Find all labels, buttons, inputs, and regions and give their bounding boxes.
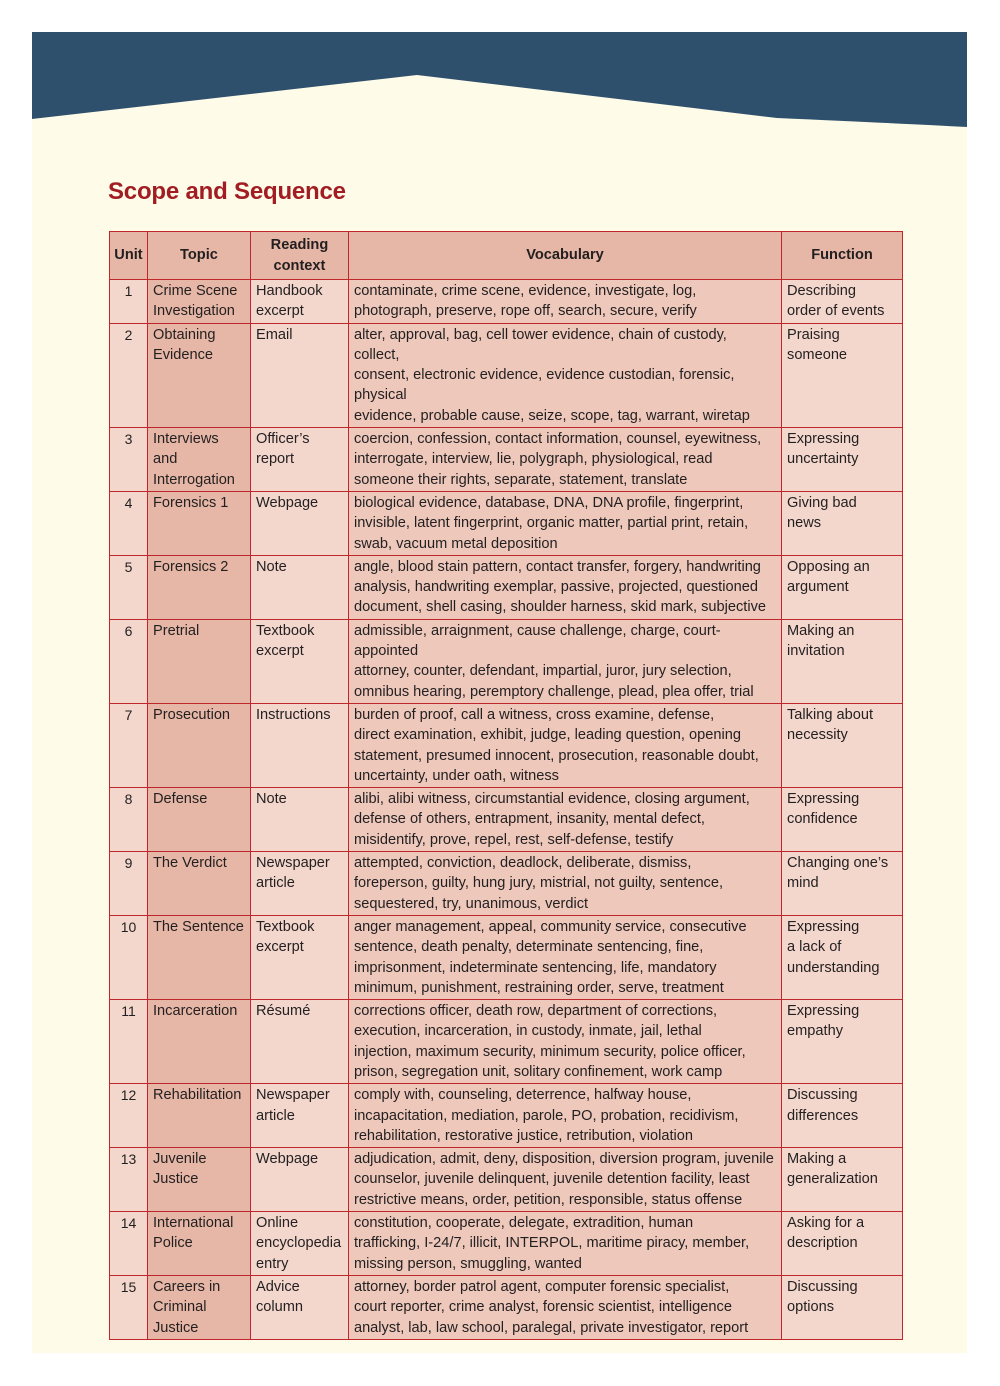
reading-context-cell <box>250 619 348 703</box>
unit-cell: 5 <box>110 555 148 619</box>
function-cell <box>782 428 903 492</box>
table-row <box>110 1275 903 1339</box>
topic-cell <box>147 323 250 427</box>
unit-cell: 6 <box>110 619 148 703</box>
vocabulary-line: omnibus hearing, peremptory challenge, plead, plea offer, trial <box>353 683 754 700</box>
vocabulary-line: alibi, alibi witness, circumstantial evidence, closing argument, <box>353 791 750 808</box>
topic-cell <box>147 915 250 999</box>
function-cell <box>782 1084 903 1148</box>
table-row <box>110 915 903 999</box>
table-body <box>110 280 903 1340</box>
vocabulary-line: defense of others, entrapment, insanity, mental defect, <box>353 811 705 828</box>
function-line: Opposing an <box>787 558 870 575</box>
function-line: order of events <box>787 303 885 320</box>
function-cell <box>782 852 903 916</box>
function-line: Discussing <box>787 1087 858 1104</box>
reading-context-line: Textbook <box>255 918 315 935</box>
topic-cell <box>147 555 250 619</box>
topic-line: Prosecution <box>152 706 231 723</box>
table-row <box>110 1084 903 1148</box>
vocabulary-line: burden of proof, call a witness, cross examine, defense, <box>353 706 715 723</box>
topic-cell <box>147 788 250 852</box>
unit-cell: 11 <box>110 1000 148 1084</box>
reading-context-cell <box>250 1275 348 1339</box>
table-row <box>110 1212 903 1276</box>
vocabulary-cell <box>348 555 781 619</box>
table-row <box>110 428 903 492</box>
topic-line: Careers in <box>152 1278 221 1295</box>
function-line: empathy <box>787 1023 843 1040</box>
topic-line: Forensics 1 <box>152 494 229 511</box>
reading-context-cell <box>250 1212 348 1276</box>
reading-context-line: Online <box>255 1215 299 1232</box>
topic-line: Juvenile <box>152 1151 207 1168</box>
function-line: Making an <box>787 622 855 639</box>
vocabulary-line: prison, segregation unit, solitary confinement, work camp <box>353 1063 723 1080</box>
unit-cell: 1 <box>110 280 148 324</box>
vocabulary-cell <box>348 1212 781 1276</box>
unit-cell: 9 <box>110 852 148 916</box>
vocabulary-line: attorney, counter, defendant, impartial, juror, jury selection, <box>353 663 732 680</box>
vocabulary-cell <box>348 1148 781 1212</box>
vocabulary-line: alter, approval, bag, cell tower evidence, chain of custody, collect, <box>353 326 727 363</box>
vocabulary-line: someone their rights, separate, statement, translate <box>353 471 688 488</box>
reading-context-line: Textbook <box>255 622 315 639</box>
vocabulary-cell <box>348 491 781 555</box>
function-line: description <box>787 1235 858 1252</box>
topic-cell <box>147 1212 250 1276</box>
vocabulary-line: execution, incarceration, in custody, inmate, jail, lethal <box>353 1023 702 1040</box>
topic-line: Police <box>152 1235 193 1252</box>
document-page <box>32 32 967 1353</box>
vocabulary-line: biological evidence, database, DNA, DNA profile, fingerprint, <box>353 494 744 511</box>
function-line: Asking for a <box>787 1215 865 1232</box>
reading-context-line: Email <box>255 326 293 343</box>
vocabulary-line: injection, maximum security, minimum security, police officer, <box>353 1043 746 1060</box>
reading-context-line: Newspaper <box>255 855 330 872</box>
unit-cell: 8 <box>110 788 148 852</box>
table-row <box>110 323 903 427</box>
topic-line: Justice <box>152 1171 199 1188</box>
topic-line: Crime Scene <box>152 283 238 299</box>
vocabulary-cell <box>348 280 781 324</box>
unit-cell: 3 <box>110 428 148 492</box>
reading-context-line: article <box>255 875 295 892</box>
vocabulary-line: imprisonment, indeterminate sentencing, life, mandatory <box>353 959 717 976</box>
function-line: Expressing <box>787 1003 860 1020</box>
vocabulary-line: invisible, latent fingerprint, organic matter, partial print, retain, <box>353 515 749 532</box>
topic-line: Rehabilitation <box>152 1087 242 1104</box>
table-row <box>110 280 903 324</box>
reading-context-cell <box>250 1000 348 1084</box>
function-cell <box>782 1275 903 1339</box>
function-line: argument <box>787 579 849 596</box>
topic-cell <box>147 491 250 555</box>
reading-context-line: Webpage <box>255 1151 319 1168</box>
reading-context-line: Advice <box>255 1278 300 1295</box>
reading-context-cell <box>250 703 348 787</box>
unit-cell: 13 <box>110 1148 148 1212</box>
vocabulary-line: analyst, lab, law school, paralegal, private investigator, report <box>353 1319 749 1336</box>
unit-cell: 12 <box>110 1084 148 1148</box>
table-row <box>110 619 903 703</box>
function-line: invitation <box>787 643 845 660</box>
reading-context-line: column <box>255 1299 304 1316</box>
vocabulary-cell <box>348 1000 781 1084</box>
function-line: Expressing <box>787 791 860 808</box>
vocabulary-line: sentence, death penalty, determinate sentencing, fine, <box>353 939 704 956</box>
vocabulary-cell <box>348 852 781 916</box>
reading-context-cell <box>250 555 348 619</box>
reading-context-cell <box>250 491 348 555</box>
vocabulary-line: adjudication, admit, deny, disposition, diversion program, juvenile <box>353 1151 774 1168</box>
vocabulary-cell <box>348 1084 781 1148</box>
topic-line: Interrogation <box>152 471 235 488</box>
vocabulary-line: corrections officer, death row, department of corrections, <box>353 1003 718 1020</box>
function-cell <box>782 788 903 852</box>
vocabulary-line: evidence, probable cause, seize, scope, tag, warrant, wiretap <box>353 407 750 424</box>
table-header-row <box>110 232 903 280</box>
reading-context-cell <box>250 915 348 999</box>
header-reading-line2: context <box>273 257 326 274</box>
unit-cell: 7 <box>110 703 148 787</box>
topic-line: Incarceration <box>152 1003 238 1020</box>
reading-context-cell <box>250 1148 348 1212</box>
vocabulary-cell <box>348 703 781 787</box>
topic-line: Interviews <box>152 431 219 448</box>
vocabulary-line: comply with, counseling, deterrence, halfway house, <box>353 1087 692 1104</box>
reading-context-line: excerpt <box>255 939 304 956</box>
function-line: Praising <box>787 326 840 343</box>
unit-cell: 10 <box>110 915 148 999</box>
function-cell <box>782 1212 903 1276</box>
function-cell <box>782 703 903 787</box>
topic-line: Forensics 2 <box>152 558 229 575</box>
reading-context-cell <box>250 788 348 852</box>
vocabulary-line: uncertainty, under oath, witness <box>353 767 559 784</box>
vocabulary-line: coercion, confession, contact information, counsel, eyewitness, <box>353 431 762 448</box>
vocabulary-line: attorney, border patrol agent, computer forensic specialist, <box>353 1278 730 1295</box>
header-vocabulary: Vocabulary <box>348 232 781 280</box>
function-line: necessity <box>787 727 848 744</box>
function-cell <box>782 280 903 324</box>
vocabulary-line: consent, electronic evidence, evidence custodian, forensic, physical <box>353 367 735 404</box>
topic-line: and <box>152 451 178 468</box>
vocabulary-line: trafficking, I-24/7, illicit, INTERPOL, maritime piracy, member, <box>353 1235 750 1252</box>
reading-context-line: excerpt <box>255 303 304 320</box>
reading-context-cell <box>250 1084 348 1148</box>
function-line: understanding <box>787 959 880 976</box>
vocabulary-line: incapacitation, mediation, parole, PO, probation, recidivism, <box>353 1107 739 1124</box>
reading-context-line: entry <box>255 1255 289 1272</box>
vocabulary-line: analysis, handwriting exemplar, passive, projected, questioned <box>353 579 758 596</box>
reading-context-line: encyclopedia <box>255 1235 342 1252</box>
topic-cell <box>147 1000 250 1084</box>
table-row <box>110 1148 903 1212</box>
unit-cell: 14 <box>110 1212 148 1276</box>
vocabulary-cell <box>348 915 781 999</box>
function-line: a lack of <box>787 939 842 956</box>
function-cell <box>782 555 903 619</box>
vocabulary-line: direct examination, exhibit, judge, leading question, opening <box>353 727 741 744</box>
topic-cell <box>147 280 250 324</box>
vocabulary-line: missing person, smuggling, wanted <box>353 1255 582 1272</box>
topic-line: Justice <box>152 1319 199 1336</box>
header-unit: Unit <box>110 232 148 280</box>
vocabulary-cell <box>348 788 781 852</box>
vocabulary-line: admissible, arraignment, cause challenge, charge, court-appointed <box>353 622 721 660</box>
function-line: someone <box>787 346 848 363</box>
table-row <box>110 852 903 916</box>
vocabulary-line: document, shell casing, shoulder harness, skid mark, subjective <box>353 599 767 616</box>
reading-context-line: article <box>255 1107 295 1124</box>
header-reading-context <box>250 232 348 280</box>
reading-context-line: Webpage <box>255 494 319 511</box>
reading-context-line: excerpt <box>255 643 304 660</box>
header-reading-line1: Reading <box>270 237 329 254</box>
function-line: options <box>787 1299 835 1316</box>
function-cell <box>782 1148 903 1212</box>
function-line: news <box>787 515 822 532</box>
function-cell <box>782 619 903 703</box>
header-function: Function <box>782 232 903 280</box>
topic-line: Defense <box>152 791 208 808</box>
reading-context-line: Résumé <box>255 1003 311 1020</box>
vocabulary-line: swab, vacuum metal deposition <box>353 535 558 552</box>
reading-context-line: report <box>255 451 295 468</box>
vocabulary-cell <box>348 428 781 492</box>
function-line: Changing one’s <box>787 855 889 872</box>
table-row <box>110 491 903 555</box>
table-row <box>110 1000 903 1084</box>
vocabulary-line: counselor, juvenile delinquent, juvenile detention facility, least <box>353 1171 750 1188</box>
reading-context-line: Officer’s <box>255 431 310 448</box>
header-banner <box>32 32 967 142</box>
vocabulary-line: contaminate, crime scene, evidence, investigate, log, <box>353 283 697 299</box>
function-line: Describing <box>787 283 856 299</box>
unit-cell: 4 <box>110 491 148 555</box>
vocabulary-cell <box>348 323 781 427</box>
vocabulary-cell <box>348 1275 781 1339</box>
topic-cell <box>147 428 250 492</box>
vocabulary-line: constitution, cooperate, delegate, extradition, human <box>353 1215 694 1232</box>
topic-line: The Sentence <box>152 918 244 935</box>
unit-cell: 2 <box>110 323 148 427</box>
topic-line: Criminal <box>152 1299 207 1316</box>
table-row <box>110 703 903 787</box>
function-line: mind <box>787 875 819 892</box>
topic-cell <box>147 1148 250 1212</box>
function-line: Making a <box>787 1151 847 1168</box>
vocabulary-line: misidentify, prove, repel, rest, self-defense, testify <box>353 831 674 848</box>
reading-context-line: Newspaper <box>255 1087 330 1104</box>
vocabulary-line: statement, presumed innocent, prosecution, reasonable doubt, <box>353 747 759 764</box>
vocabulary-line: sequestered, try, unanimous, verdict <box>353 895 589 912</box>
topic-line: Obtaining <box>152 326 216 343</box>
topic-cell <box>147 1275 250 1339</box>
table-row <box>110 555 903 619</box>
reading-context-line: Note <box>255 791 287 808</box>
function-line: Expressing <box>787 431 860 448</box>
vocabulary-line: interrogate, interview, lie, polygraph, physiological, read <box>353 451 713 468</box>
header-topic: Topic <box>147 232 250 280</box>
vocabulary-line: minimum, punishment, restraining order, serve, treatment <box>353 979 724 996</box>
table-row <box>110 788 903 852</box>
topic-cell <box>147 852 250 916</box>
vocabulary-line: court reporter, crime analyst, forensic scientist, intelligence <box>353 1299 732 1316</box>
vocabulary-line: restrictive means, order, petition, responsible, status offense <box>353 1191 743 1208</box>
vocabulary-line: foreperson, guilty, hung jury, mistrial, not guilty, sentence, <box>353 875 724 892</box>
function-line: Discussing <box>787 1278 858 1295</box>
function-cell <box>782 915 903 999</box>
function-line: uncertainty <box>787 451 859 468</box>
scope-sequence-table <box>109 231 903 1340</box>
reading-context-cell <box>250 323 348 427</box>
function-cell <box>782 323 903 427</box>
reading-context-line: Handbook <box>255 283 323 299</box>
topic-line: Investigation <box>152 303 235 320</box>
vocabulary-line: anger management, appeal, community service, consecutive <box>353 918 747 935</box>
page-title: Scope and Sequence <box>108 178 346 205</box>
function-cell <box>782 1000 903 1084</box>
topic-line: Pretrial <box>152 622 200 639</box>
unit-cell: 15 <box>110 1275 148 1339</box>
function-cell <box>782 491 903 555</box>
topic-line: International <box>152 1215 234 1232</box>
vocabulary-line: rehabilitation, restorative justice, retribution, violation <box>353 1127 694 1144</box>
topic-cell <box>147 1084 250 1148</box>
function-line: generalization <box>787 1171 878 1188</box>
vocabulary-cell <box>348 619 781 703</box>
reading-context-line: Instructions <box>255 706 331 723</box>
function-line: Expressing <box>787 918 860 935</box>
function-line: differences <box>787 1107 859 1124</box>
topic-line: The Verdict <box>152 855 227 872</box>
vocabulary-line: angle, blood stain pattern, contact transfer, forgery, handwriting <box>353 558 761 575</box>
reading-context-line: Note <box>255 558 287 575</box>
function-line: Giving bad <box>787 494 857 511</box>
reading-context-cell <box>250 852 348 916</box>
reading-context-cell <box>250 428 348 492</box>
topic-cell <box>147 619 250 703</box>
function-line: confidence <box>787 811 858 828</box>
reading-context-cell <box>250 280 348 324</box>
function-line: Talking about <box>787 706 874 723</box>
topic-cell <box>147 703 250 787</box>
vocabulary-line: photograph, preserve, rope off, search, secure, verify <box>353 303 697 320</box>
topic-line: Evidence <box>152 346 214 363</box>
vocabulary-line: attempted, conviction, deadlock, deliberate, dismiss, <box>353 855 692 872</box>
